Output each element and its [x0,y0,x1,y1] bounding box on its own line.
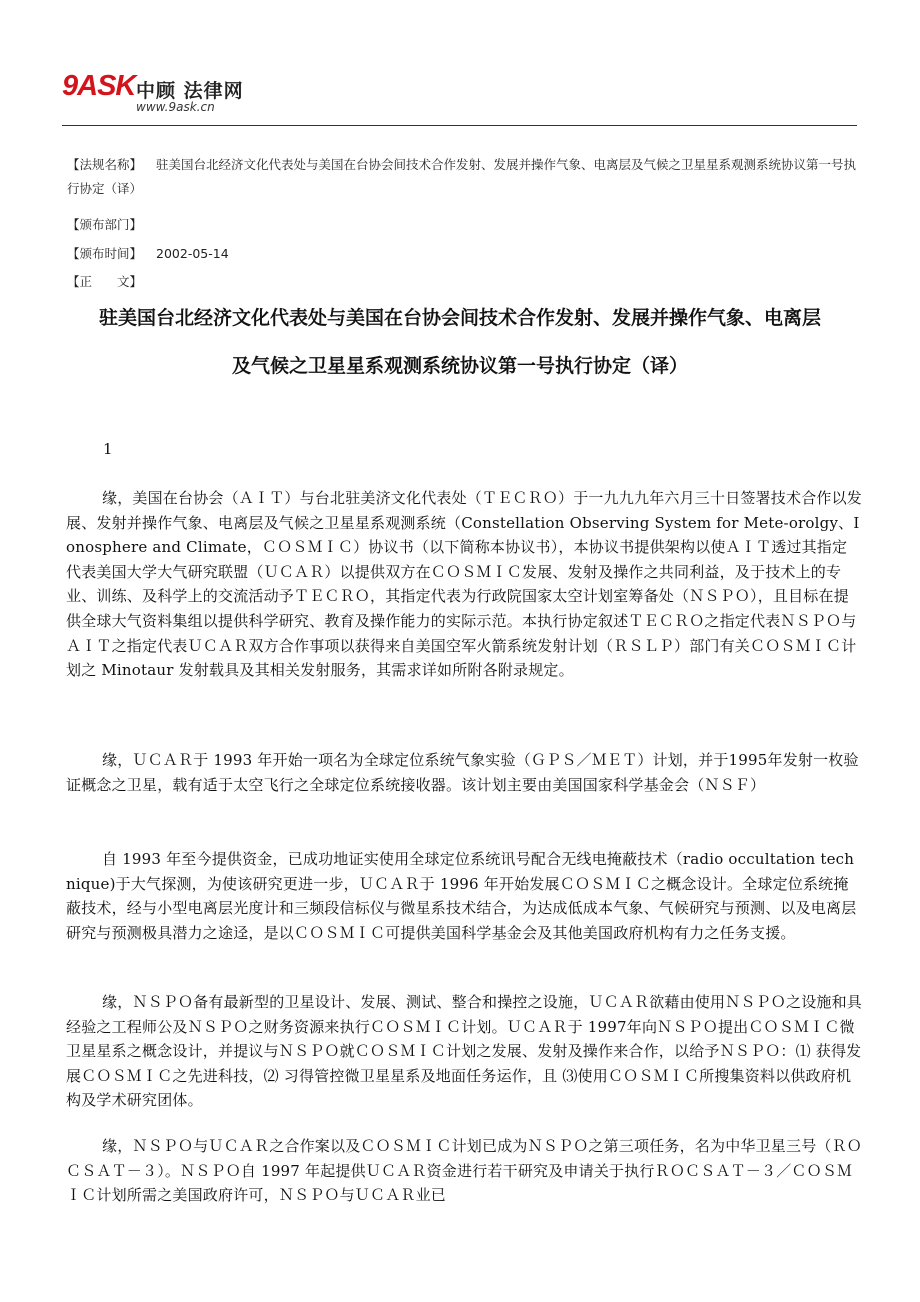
meta-date [67,242,862,266]
site-logo[interactable] [62,68,262,120]
meta-department [67,213,862,237]
logo-brand: 9ASK [62,70,136,102]
logo-chinese-name: 中顾 法律网 [136,80,244,102]
meta-law-name-label: 【法规名称】 [67,157,143,172]
paragraph-1: 缘，美国在台协会（ＡＩＴ）与台北驻美济文化代表处（ＴＥＣＲＯ）于一九九九年六月三十日签署技术合作以发展、发射并操作气象、电离层及气候之卫星星系观测系统（Constellation Observing System for Mete-orolgy、Ionosphere and Climate，ＣＯＳＭＩＣ）协议书（以下简称本协议书），本协议书提供架构以使ＡＩＴ透过其指定代表美国大学大气研究联盟（ＵＣＡＲ）以提供双方在ＣＯＳＭＩＣ发展、发射及操作之共同利益，及于技术上的专业、训练、及科学上的交流活动予ＴＥＣＲＯ，其指定代表为行政院国家太空计划室筹备处（ＮＳＰＯ），且目标在提供全球大气资料集组以提供科学研究、教育及操作能力的实际示范。本执行协定叙述ＴＥＣＲＯ之指定代表ＮＳＰＯ与ＡＩＴ之指定代表ＵＣＡＲ双方合作事项以获得来自美国空军火箭系统发射计划（ＲＳＬＰ）部门有关ＣＯＳＭＩＣ计划之 Minotaur 发射载具及其相关发射服务，其需求详如所附各附录规定。 [66,489,862,680]
meta-law-name [67,153,862,201]
document-title-line-1: 驻美国台北经济文化代表处与美国在台协会间技术合作发射、发展并操作气象、电离层 [98,307,821,329]
logo-url: www.9ask.cn [136,100,215,114]
paragraph-3: 自 1993 年至今提供资金，已成功地证实使用全球定位系统讯号配合无线电掩蔽技术（radio occultation technique)于大气探测，为使该研究更进一步，ＵＣＡＲ于 1996 年开始发展ＣＯＳＭＩＣ之概念设计。全球定位系统掩蔽技术，经与小型电离层光度计和三频段信标仪与微星系技术结合，为达成低成本气象、气候研究与预测、以及电离层研究与预测极具潜力之途迳，是以ＣＯＳＭＩＣ可提供美国科学基金会及其他美国政府机构有力之任务支援。 [66,850,857,942]
document-title-line-2: 及气候之卫星星系观测系统协议第一号执行协定（译） [231,355,688,377]
section-number: 1 [103,440,113,458]
header-divider [62,125,857,126]
paragraph-5: 缘，ＮＳＰＯ与ＵＣＡＲ之合作案以及ＣＯＳＭＩＣ计划已成为ＮＳＰＯ之第三项任务，名为中华卫星三号（ＲＯＣＳＡＴ－３）。ＮＳＰＯ自 1997 年起提供ＵＣＡＲ资金进行若干研究及申请关于执行ＲＯＣＳＡＴ－３／ＣＯＳＭＩＣ计划所需之美国政府许可，ＮＳＰＯ与ＵＣＡＲ业已 [66,1137,862,1205]
meta-department-label: 【颁布部门】 [67,217,143,232]
paragraph-2: 缘，ＵＣＡＲ于 1993 年开始一项名为全球定位系统气象实验（ＧＰＳ／ＭＥＴ）计划，并于1995年发射一枚验证概念之卫星，载有适于太空飞行之全球定位系统接收器。该计划主要由美国国家科学基金会（ＮＳＦ） [66,751,859,794]
meta-body-label: 【正 文】 [67,274,143,289]
meta-date-label: 【颁布时间】 [67,246,143,261]
meta-law-name-value: 驻美国台北经济文化代表处与美国在台协会间技术合作发射、发展并操作气象、电离层及气候之卫星星系观测系统协议第一号执行协定（译） [67,157,857,196]
meta-date-value: 2002-05-14 [156,246,229,261]
meta-body [67,270,862,294]
paragraph-4: 缘，ＮＳＰＯ备有最新型的卫星设计、发展、测试、整合和操控之设施，ＵＣＡＲ欲藉由使用ＮＳＰＯ之设施和具经验之工程师公及ＮＳＰＯ之财务资源来执行ＣＯＳＭＩＣ计划。ＵＣＡＲ于 1997年向ＮＳＰＯ提出ＣＯＳＭＩＣ微卫星星系之概念设计，并提议与ＮＳＰＯ就ＣＯＳＭＩＣ计划之发展、发射及操作来合作，以给予ＮＳＰＯ：⑴ 获得发展ＣＯＳＭＩＣ之先进科技，⑵ 习得管控微卫星星系及地面任务运作，且 ⑶使用ＣＯＳＭＩＣ所搜集资料以供政府机构及学术研究团体。 [66,993,862,1110]
